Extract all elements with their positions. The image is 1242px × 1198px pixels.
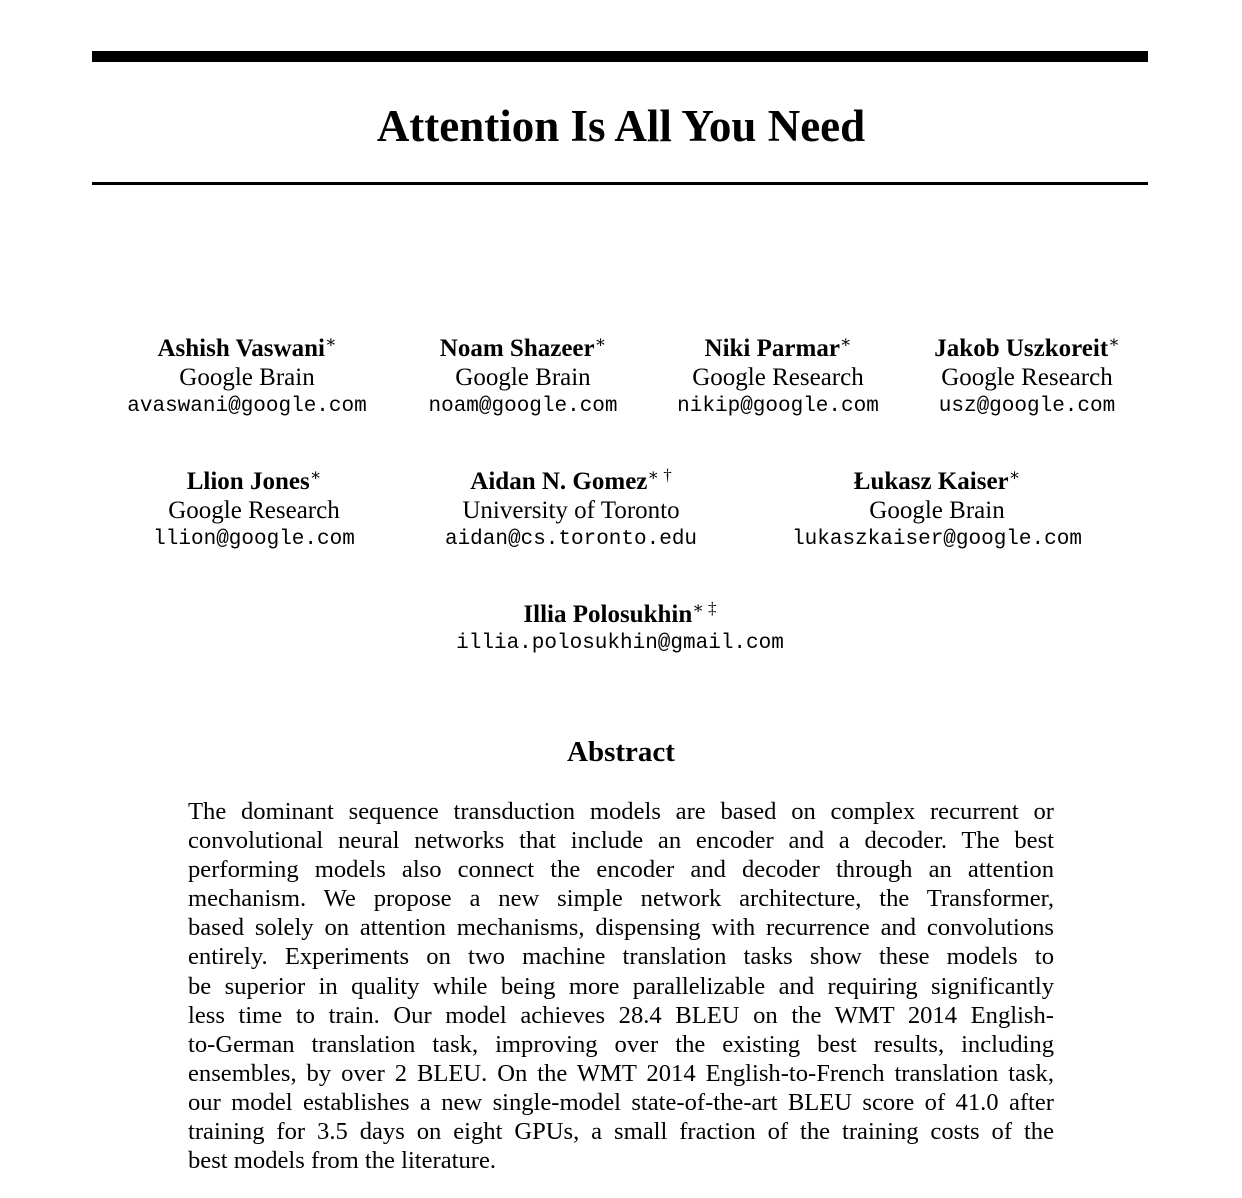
abstract-line: to-German translation task, improving over the existing best results, including xyxy=(188,1030,1054,1058)
author-footnote-marks: ∗ ‡ xyxy=(692,598,717,618)
author-block xyxy=(677,334,879,422)
author-affiliation: University of Toronto xyxy=(462,497,680,524)
author-email: llion@google.com xyxy=(153,528,355,551)
author-affiliation: Google Brain xyxy=(869,497,1005,524)
author-email: aidan@cs.toronto.edu xyxy=(444,528,698,551)
author-name: Łukasz Kaiser∗ xyxy=(853,465,1021,495)
abstract-line: be superior in quality while being more parallelizable and requiring significantly xyxy=(188,972,1054,1000)
author-email: illia.polosukhin@gmail.com xyxy=(456,632,784,655)
title-bottom-rule xyxy=(92,182,1148,185)
author-name: Llion Jones∗ xyxy=(186,465,322,495)
abstract-line: based solely on attention mechanisms, dispensing with recurrence and convolutions xyxy=(188,914,1054,942)
abstract-text xyxy=(188,797,1054,1175)
author-footnote-marks: ∗ † xyxy=(647,465,672,485)
author-name: Niki Parmar∗ xyxy=(704,332,852,362)
abstract-line: The dominant sequence transduction models are based on complex recurrent or xyxy=(188,798,1054,825)
author-footnote-marks: ∗ xyxy=(309,465,322,485)
author-footnote-marks: ∗ xyxy=(839,332,852,352)
abstract-heading: Abstract xyxy=(567,736,675,768)
author-name: Jakob Uszkoreit∗ xyxy=(934,332,1120,362)
abstract-line: entirely. Experiments on two machine translation tasks show these models to xyxy=(188,943,1054,971)
paper-title: Attention Is All You Need xyxy=(376,101,866,151)
author-name: Noam Shazeer∗ xyxy=(439,332,607,362)
author-email: nikip@google.com xyxy=(677,395,879,418)
author-affiliation: Google Brain xyxy=(179,364,315,391)
author-affiliation: Google Brain xyxy=(455,364,591,391)
title-top-rule xyxy=(92,51,1148,62)
author-block xyxy=(456,600,784,659)
author-footnote-marks: ∗ xyxy=(1108,332,1120,352)
author-block xyxy=(153,467,355,555)
author-footnote-marks: ∗ xyxy=(594,332,607,352)
abstract-line: mechanism. We propose a new simple network architecture, the Transformer, xyxy=(188,885,1054,913)
author-footnote-marks: ∗ xyxy=(1008,465,1021,485)
author-block xyxy=(792,467,1082,555)
author-affiliation: Google Research xyxy=(692,364,864,391)
author-email: usz@google.com xyxy=(938,395,1116,418)
abstract-line: training for 3.5 days on eight GPUs, a small fraction of the training costs of the xyxy=(188,1118,1054,1146)
author-block xyxy=(127,334,366,422)
author-block xyxy=(445,467,697,555)
author-block xyxy=(934,334,1119,422)
author-email: noam@google.com xyxy=(428,395,618,418)
abstract-line: ensembles, by over 2 BLEU. On the WMT 2014 English-to-French translation task, xyxy=(188,1059,1054,1087)
author-affiliation: Google Research xyxy=(941,364,1113,391)
author-affiliation: Google Research xyxy=(168,497,340,524)
abstract-line: our model establishes a new single-model state-of-the-art BLEU score of 41.0 after xyxy=(188,1088,1054,1116)
author-email: avaswani@google.com xyxy=(127,395,367,418)
abstract-line: performing models also connect the encoder and decoder through an attention xyxy=(188,856,1054,884)
abstract-line: less time to train. Our model achieves 28.4 BLEU on the WMT 2014 English- xyxy=(188,1001,1054,1029)
abstract-line: best models from the literature. xyxy=(188,1147,497,1175)
author-name: Ashish Vaswani∗ xyxy=(157,332,337,362)
abstract-line: convolutional neural networks that include an encoder and a decoder. The best xyxy=(188,827,1054,855)
author-footnote-marks: ∗ xyxy=(324,332,337,352)
author-block xyxy=(428,334,617,422)
author-email: lukaszkaiser@google.com xyxy=(792,528,1082,551)
author-name: Illia Polosukhin∗ ‡ xyxy=(523,598,717,628)
author-name: Aidan N. Gomez∗ † xyxy=(470,465,672,495)
